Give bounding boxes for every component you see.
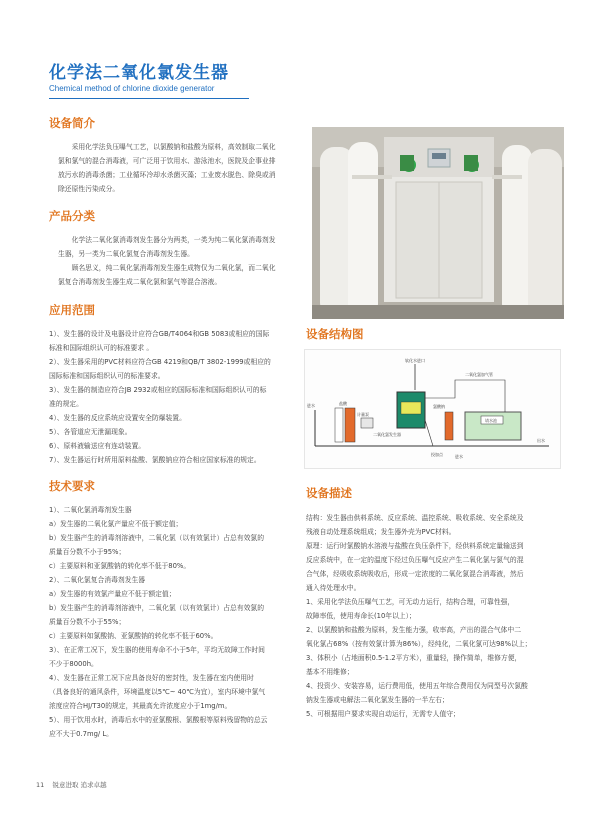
page-subtitle: Chemical method of chlorine dioxide generator — [49, 84, 215, 93]
intro-paragraph — [58, 140, 298, 196]
tech-line: 2）、二氧化氯复合消毒剂发生器 — [49, 576, 146, 584]
scope-line: 2）、发生器采用的PVC材料应符合GB 4219和QB/T 3802-1999或相应的 — [49, 358, 271, 366]
structure-diagram — [304, 349, 561, 469]
tech-line: 5）、用于饮用水时，消毒后水中的亚氯酸根、氯酸根等原料残留物的总云 — [49, 716, 268, 724]
tank-b-label: 氯酸钠 — [433, 404, 445, 409]
water-out-label: 出水 — [537, 438, 545, 443]
scope-line: 6）、原料液输送应有连动装置。 — [49, 442, 146, 450]
scope-line: 3）、发生器的制造应符合JB 2932或相应的国际标准和国际组织认可的标 — [49, 386, 267, 394]
page-number: 11 — [36, 781, 45, 789]
description-line: 结构：发生器由供料系统、反应系统、温控系统、吸收系统、安全系统及 — [306, 514, 524, 522]
page-title: 化学法二氧化氯发生器 — [49, 63, 229, 83]
tech-heading: 技术要求 — [49, 479, 95, 493]
process-flow-diagram — [305, 350, 560, 468]
classification-line: 生器，另一类为二氧化氯复合消毒剂发生器。 — [58, 250, 194, 258]
water-in-label-2: 进水 — [455, 454, 463, 459]
classification-heading: 产品分类 — [49, 209, 95, 223]
description-line: 4、投资少、安装容易，运行费用低，使用五年综合费用仅为同型号次氯酸 — [306, 682, 528, 690]
intro-line: 除还原性污染成分。 — [58, 185, 120, 193]
dosing-label: 投加点 — [431, 452, 443, 457]
tech-line: b）发生器产生的消毒剂溶液中，二氧化氯（以有效氯计）占总有效氯的 — [49, 604, 265, 612]
tech-line: 应不大于0.7mg/ L。 — [49, 730, 113, 738]
scope-line: 国际标准和国际组织认可的标准要求。 — [49, 372, 165, 380]
tank-a-label: 盐酸 — [339, 401, 347, 406]
page-footer — [36, 780, 107, 789]
tech-line: c）主要原料如氯酸钠、亚氯酸钠的转化率不低于60%。 — [49, 632, 218, 640]
pump-label: 计量泵 — [357, 412, 369, 417]
scope-line: 1）、发生器的设计及电器设计应符合GB/T4064和GB 5083或相应的国际 — [49, 330, 270, 338]
tech-line: （具备良好的通风条件，环境温度以5℃~ 40℃为宜），室内环境中氯气 — [49, 688, 266, 696]
tech-line: c）主要原料和亚氯酸钠的转化率不低于80%。 — [49, 562, 191, 570]
description-line: 氧化氯占68%（按有效氯计算为86%），经纯化，二氧化氯可达98%以上； — [306, 640, 532, 648]
tech-line: 浓度应符合HJ/T30的规定，其最高允许浓度应小于1mg/m。 — [49, 702, 232, 710]
water-in-label: 进水 — [307, 403, 315, 408]
product-photo-illustration — [312, 127, 564, 319]
scope-line: 标准和国际组织认可的标准要求 。 — [49, 344, 154, 352]
scope-line: 5）、各管道应无泄漏现象。 — [49, 428, 132, 436]
footer-slogan: 锐意进取 追求卓越 — [52, 781, 107, 789]
tech-line: 3）、在正常工况下，发生器的使用寿命不小于5年，平均无故障工作时间 — [49, 646, 265, 654]
description-line: 故障率低，使用寿命长(10年以上）； — [306, 612, 416, 620]
classification-line: 顾名思义，纯二氧化氯消毒剂发生器生成物仅为二氧化氯，而二氧化 — [71, 264, 276, 272]
scope-heading: 应用范围 — [49, 303, 95, 317]
scope-list — [49, 327, 304, 467]
structure-heading: 设备结构图 — [306, 327, 364, 341]
description-line: 3、体积小（占地面积0.5-1.2平方米），重量轻，操作简单，维修方便， — [306, 654, 522, 662]
description-line: 1、采用化学法负压曝气工艺，可无动力运行，结构合理，可靠性强， — [306, 598, 515, 606]
tech-line: 不少于8000h。 — [49, 660, 98, 668]
tech-line: b）发生器产生的消毒剂溶液中，二氧化氯（以有效氯计）占总有效氯的 — [49, 534, 265, 542]
intro-heading: 设备简介 — [49, 116, 95, 130]
description-line: 残液自动处理系统组成；发生器外壳为PVC材料。 — [306, 528, 456, 536]
description-line: 2、以氯酸钠和盐酸为原料，发生能力强，收率高，产出的混合气体中二 — [306, 626, 522, 634]
description-line: 5、可根据用户要求实现自动运行，无需专人值守； — [306, 710, 460, 718]
description-line: 钠发生器或电解法二氧化氯发生器的一半左右； — [306, 696, 449, 704]
pool-label: 请水池 — [485, 418, 497, 423]
tech-line: 1）、二氧化氯消毒剂发生器 — [49, 506, 132, 514]
classification-line: 氯复合消毒剂发生器生成二氧化氯和氯气等混合溶液。 — [58, 278, 222, 286]
generator-label: 二氧化氯发生器 — [373, 432, 401, 437]
description-line: 原理：运行时氯酸钠水溶液与盐酸在负压条件下，经供料系统定量输送到 — [306, 542, 524, 550]
description-line: 反应系统中，在一定的温度下经过负压曝气反应产生二氧化氯与氯气的混 — [306, 556, 524, 564]
intro-line: 采用化学法负压曝气工艺，以氯酸钠和盐酸为原料，高效制取二氧化 — [71, 143, 276, 151]
tech-line: a）发生器的有效氯产量应不低于额定值； — [49, 590, 176, 598]
tech-line: 质量百分数不小于95%； — [49, 548, 126, 556]
scope-line: 7）、发生器运行时所用原料盐酸、氯酸钠应符合相应国家标准的规定。 — [49, 456, 261, 464]
softwater-label: 软化水进口 — [405, 358, 425, 363]
description-heading: 设备描述 — [306, 486, 352, 500]
description-line: 合气体，经吸收系统吸收后，形成一定浓度的二氧化氯混合消毒液，然后 — [306, 570, 524, 578]
tech-line: 质量百分数不小于55%； — [49, 618, 126, 626]
gas-pipe-label: 二氧化氯加气管 — [465, 372, 493, 377]
title-divider — [49, 98, 249, 99]
classification-line: 化学法二氧化氯消毒剂发生器分为两类，一类为纯二氧化氯消毒剂发 — [71, 236, 276, 244]
scope-line: 4）、发生器的反应系统应设置安全防爆装置。 — [49, 414, 186, 422]
description-list — [306, 511, 566, 721]
intro-line: 氯和氯气的混合消毒液，可广泛用于饮用水、游泳池水，医院及企事业排 — [58, 157, 276, 165]
tech-list — [49, 503, 304, 741]
product-photo — [312, 127, 564, 319]
classification-paragraph — [58, 233, 298, 289]
intro-line: 放污水的消毒杀菌；工业循环冷却水杀菌灭藻；工业废水脱色、除臭或消 — [58, 171, 276, 179]
scope-line: 准的规定。 — [49, 400, 83, 408]
tech-line: a）发生器的二氧化氯产量应不低于额定值； — [49, 520, 183, 528]
description-line: 基本不用维修； — [306, 668, 354, 676]
description-line: 通入待处理水中。 — [306, 584, 361, 592]
tech-line: 4）、发生器在正常工况下应具备良好的密封性，发生器在室内使用时 — [49, 674, 254, 682]
